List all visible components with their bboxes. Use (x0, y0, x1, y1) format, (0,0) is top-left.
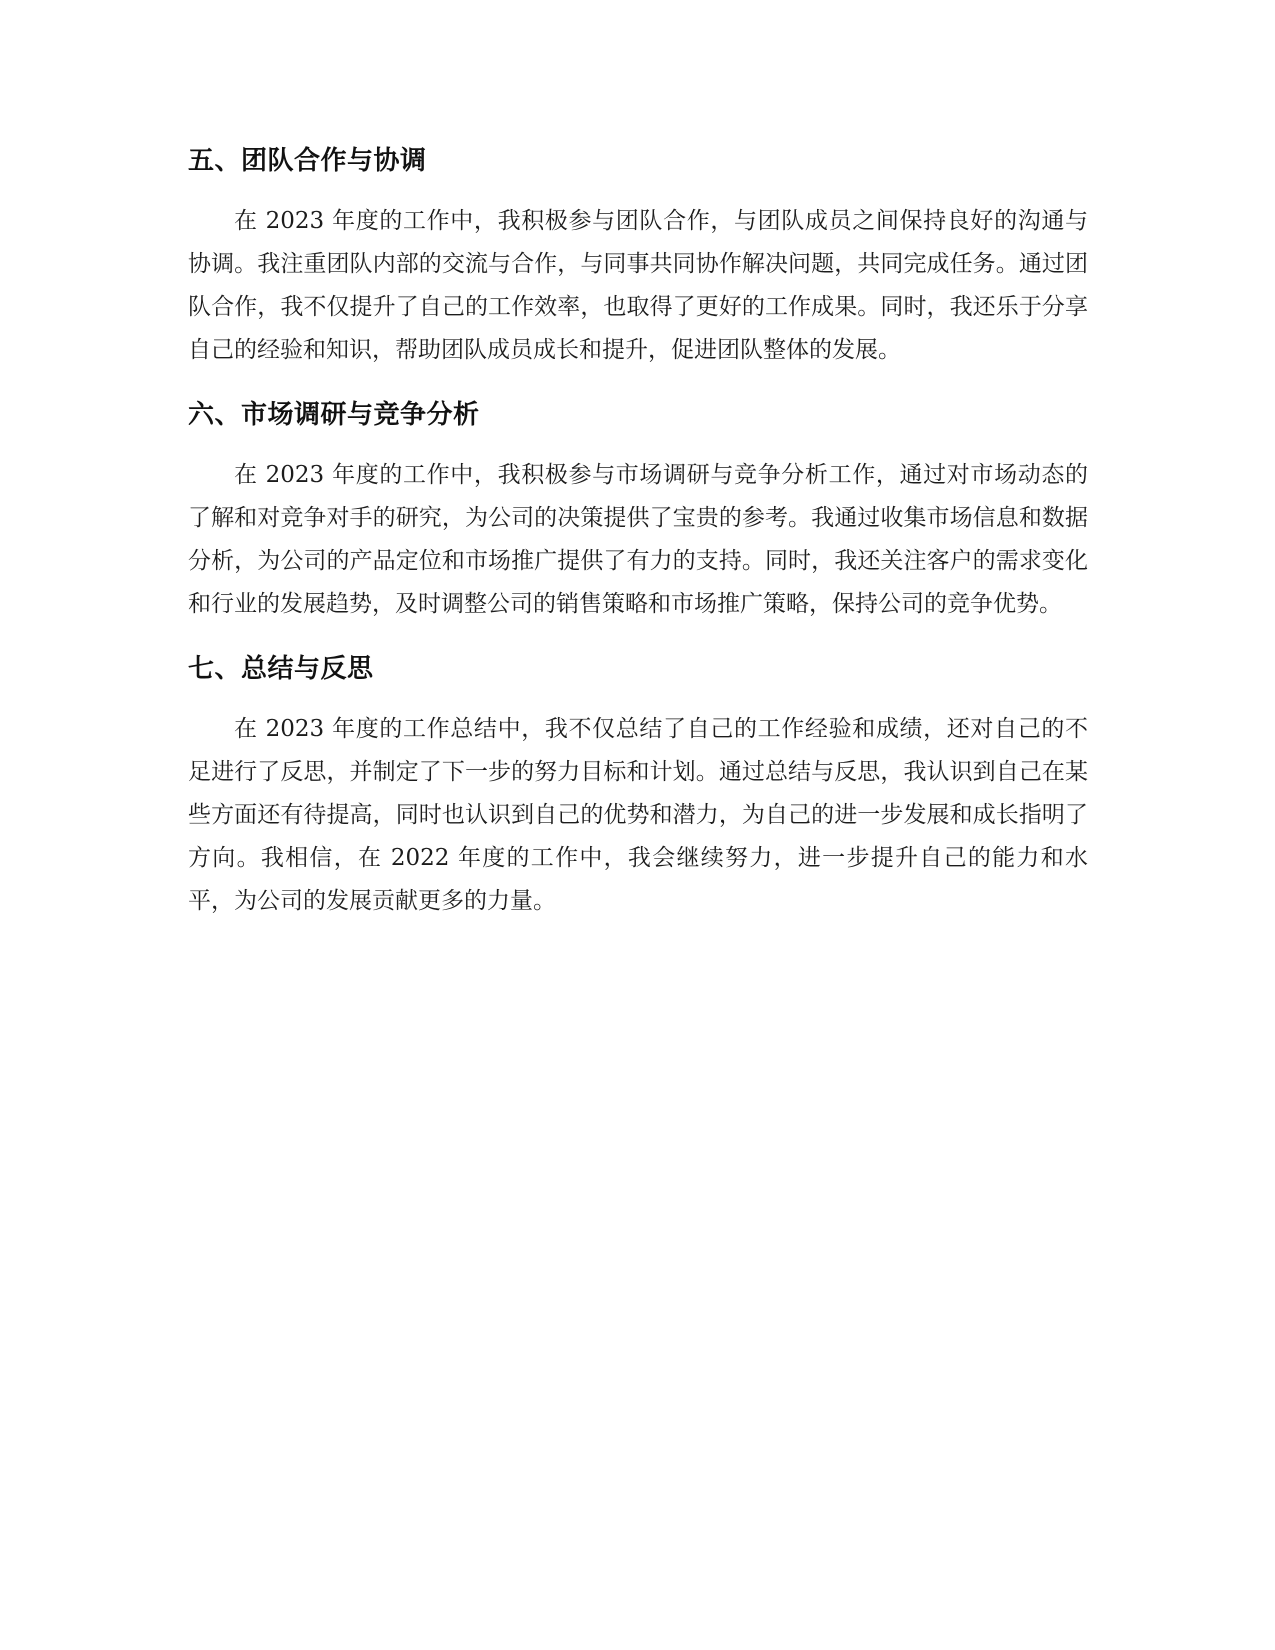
section-paragraph: 在 2023 年度的工作总结中，我不仅总结了自己的工作经验和成绩，还对自己的不足进行了反思，并制定了下一步的努力目标和计划。通过总结与反思，我认识到自己在某些方面还有待提高，同时也认识到自己的优势和潜力，为自己的进一步发展和成长指明了方向。我相信，在 2022 年度的工作中，我会继续努力，进一步提升自己的能力和水平，为公司的发展贡献更多的力量。 (188, 716, 1088, 914)
section-summary-reflection (188, 648, 1088, 923)
section-team-cooperation (188, 140, 1088, 372)
section-heading: 五、团队合作与协调 (188, 146, 427, 176)
section-heading: 七、总结与反思 (188, 654, 374, 684)
section-market-research (188, 394, 1088, 626)
section-heading: 六、市场调研与竞争分析 (188, 400, 480, 430)
document-content (188, 140, 1088, 923)
section-paragraph: 在 2023 年度的工作中，我积极参与市场调研与竞争分析工作，通过对市场动态的了解和对竞争对手的研究，为公司的决策提供了宝贵的参考。我通过收集市场信息和数据分析，为公司的产品定位和市场推广提供了有力的支持。同时，我还关注客户的需求变化和行业的发展趋势，及时调整公司的销售策略和市场推广策略，保持公司的竞争优势。 (188, 462, 1088, 617)
section-paragraph: 在 2023 年度的工作中，我积极参与团队合作，与团队成员之间保持良好的沟通与协调。我注重团队内部的交流与合作，与同事共同协作解决问题，共同完成任务。通过团队合作，我不仅提升了自己的工作效率，也取得了更好的工作成果。同时，我还乐于分享自己的经验和知识，帮助团队成员成长和提升，促进团队整体的发展。 (188, 208, 1088, 363)
